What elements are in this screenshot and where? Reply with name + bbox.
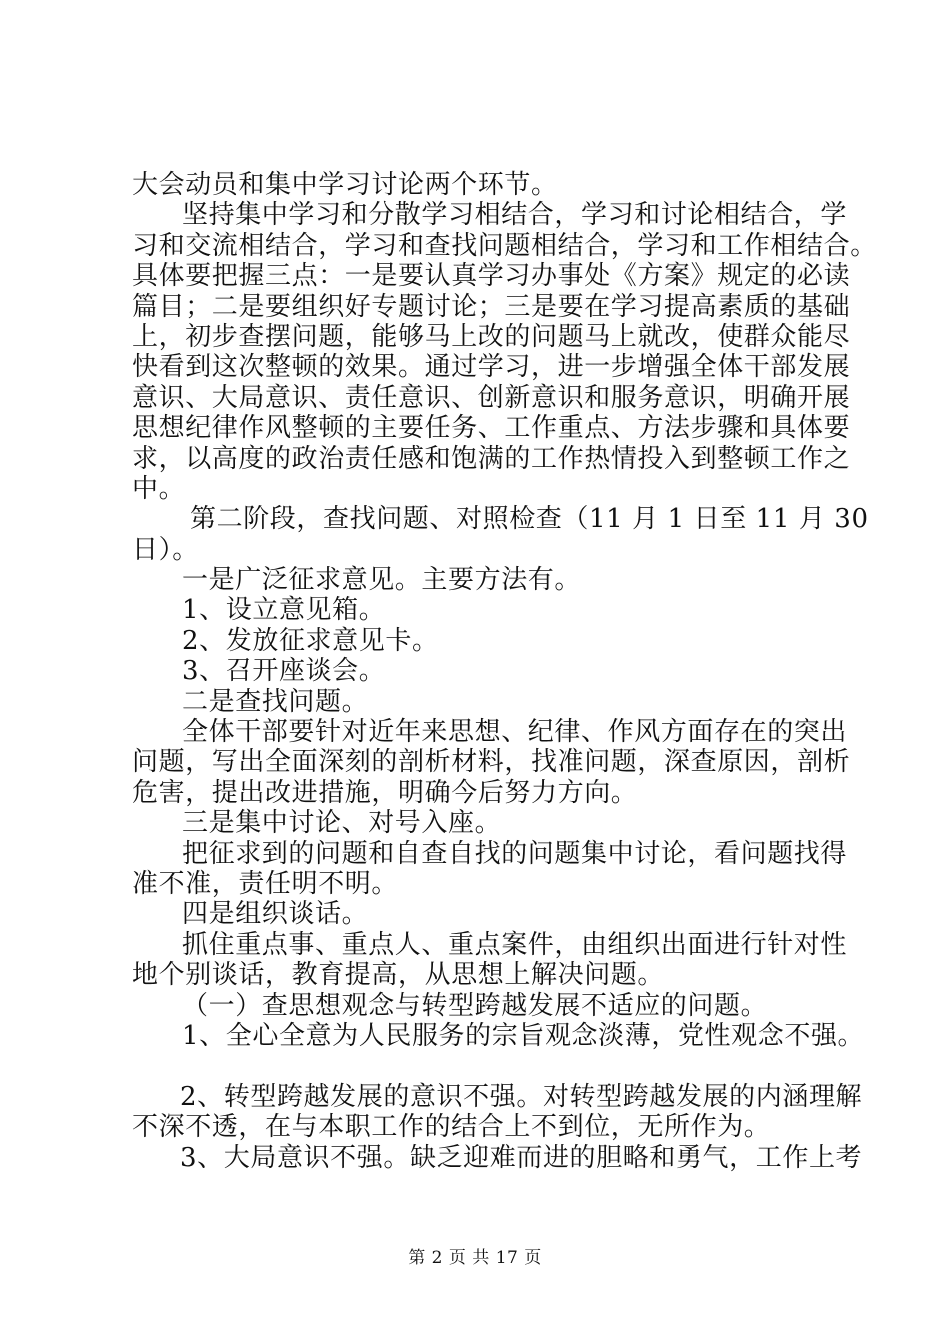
text-line: 求，以高度的政治责任感和饱满的工作热情投入到整顿工作之 [132, 443, 851, 474]
text-line: 快看到这次整顿的效果。通过学习，进一步增强全体干部发展 [132, 352, 851, 383]
text-line: 不深不透，在与本职工作的结合上不到位，无所作为。 [132, 1112, 771, 1143]
list-item: 3、召开座谈会。 [182, 656, 386, 687]
list-item: 2、发放征求意见卡。 [182, 625, 439, 656]
text-line: 全体干部要针对近年来思想、纪律、作风方面存在的突出 [182, 717, 848, 748]
text-line: （一）查思想观念与转型跨越发展不适应的问题。 [182, 990, 768, 1021]
text-line: 意识、大局意识、责任意识、创新意识和服务意识，明确开展 [132, 382, 851, 413]
text-line: 日）。 [132, 534, 199, 565]
text-line: 把征求到的问题和自查自找的问题集中讨论，看问题找得 [182, 838, 848, 869]
text-line: 一是广泛征求意见。主要方法有。 [182, 565, 582, 596]
text-line: 问题，写出全面深刻的剖析材料，找准问题，深查原因，剖析 [132, 747, 851, 778]
page-number-footer: 第 2 页 共 17 页 [408, 1248, 542, 1268]
text-line: 大会动员和集中学习讨论两个环节。 [132, 170, 558, 200]
text-line: 上，初步查摆问题，能够马上改的问题马上就改，使群众能尽 [132, 321, 851, 352]
list-item: 1、设立意见箱。 [182, 595, 386, 626]
document-body [132, 170, 877, 1173]
section-heading: 第二阶段，查找问题、对照检查（11 月 1 日至 11 月 30 [190, 504, 869, 535]
text-line: 四是组织谈话。 [182, 899, 369, 930]
list-item: 3、大局意识不强。缺乏迎难而进的胆略和勇气，工作上考 [180, 1142, 863, 1173]
text-line: 抓住重点事、重点人、重点案件，由组织出面进行针对性 [182, 929, 848, 960]
blank-line [132, 1051, 832, 1081]
text-line: 习和交流相结合，学习和查找问题相结合，学习和工作相结合。 [132, 230, 877, 261]
text-line: 地个别谈话，教育提高，从思想上解决问题。 [132, 960, 665, 991]
text-line: 篇目；二是要组织好专题讨论；三是要在学习提高素质的基础 [132, 291, 851, 322]
list-item: 2、转型跨越发展的意识不强。对转型跨越发展的内涵理解 [180, 1081, 863, 1112]
text-line: 坚持集中学习和分散学习相结合，学习和讨论相结合，学 [182, 200, 848, 231]
text-line: 中。 [132, 473, 186, 504]
text-line: 具体要把握三点：一是要认真学习办事处《方案》规定的必读 [132, 261, 851, 292]
text-line: 三是集中讨论、对号入座。 [182, 808, 502, 839]
text-line: 思想纪律作风整顿的主要任务、工作重点、方法步骤和具体要 [132, 413, 851, 444]
text-line: 二是查找问题。 [182, 686, 369, 717]
text-line: 危害，提出改进措施，明确今后努力方向。 [132, 777, 638, 808]
text-line: 准不准，责任明不明。 [132, 868, 399, 899]
list-item: 1、全心全意为人民服务的宗旨观念淡薄，党性观念不强。 [182, 1020, 865, 1051]
